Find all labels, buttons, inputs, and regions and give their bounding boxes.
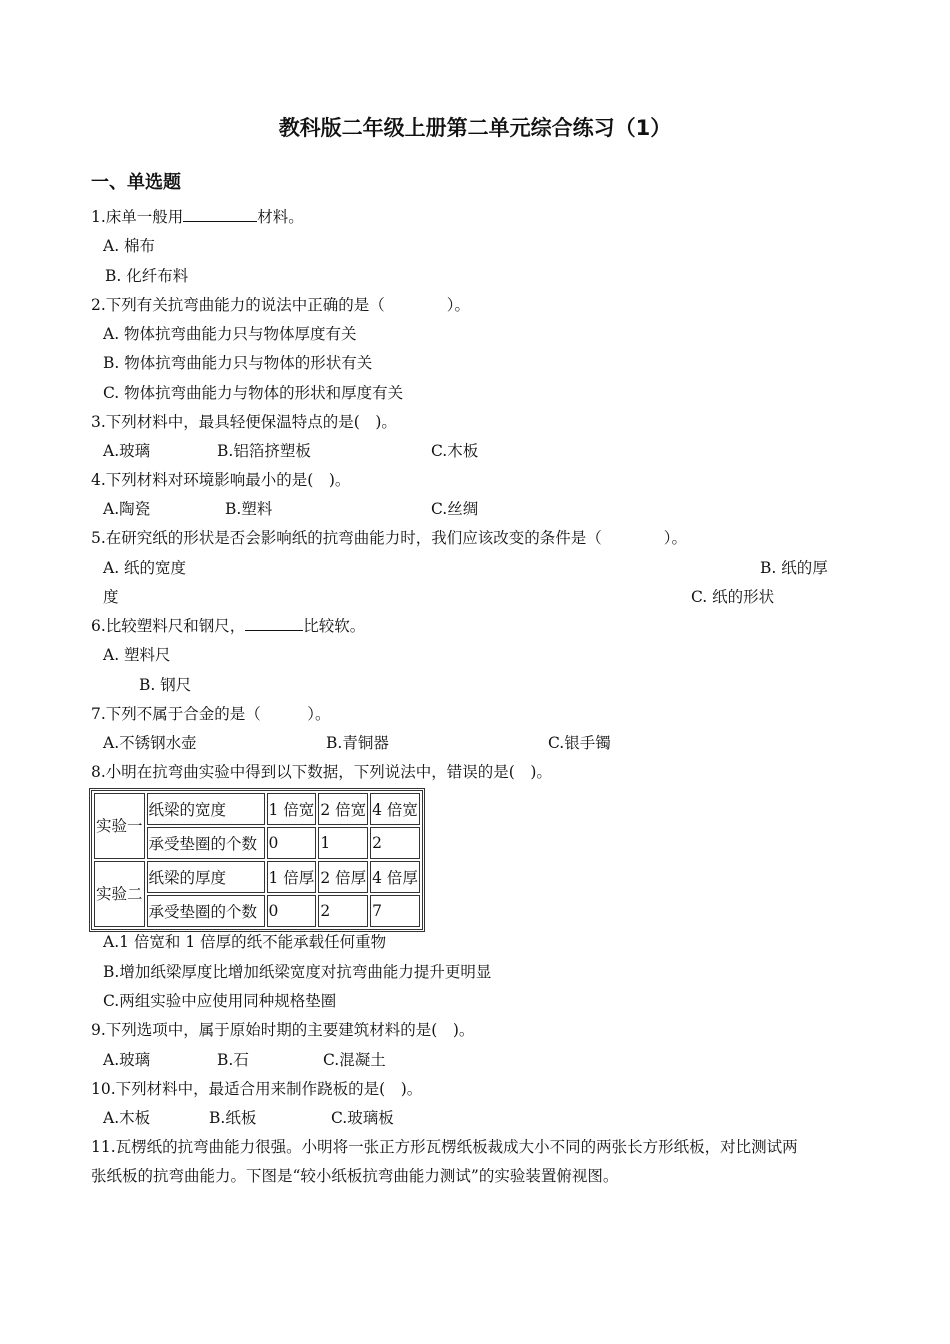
answer-blank bbox=[245, 616, 303, 631]
question-3-option-b: B.铝箔挤塑板 bbox=[217, 442, 311, 460]
question-5-option-b-wrap: 度 bbox=[103, 588, 119, 606]
question-1-option-a: A. 棉布 bbox=[103, 237, 156, 255]
question-8-stem: 8.小明在抗弯曲实验中得到以下数据，下列说法中，错误的是( )。 bbox=[91, 763, 552, 781]
question-5-option-b: B. 纸的厚 bbox=[760, 559, 828, 577]
table-cell: 2 倍宽 bbox=[318, 793, 368, 825]
question-6-stem-start: 6.比较塑料尺和钢尺， bbox=[91, 617, 246, 635]
table-row-header-experiment-1: 实验一 bbox=[94, 793, 145, 859]
question-11-stem-line-2: 张纸板的抗弯曲能力。下图是“较小纸板抗弯曲能力测试”的实验装置俯视图。 bbox=[91, 1167, 619, 1185]
question-10-stem: 10.下列材料中，最适合用来制作跷板的是( )。 bbox=[91, 1080, 423, 1098]
table-cell: 2 bbox=[370, 827, 420, 859]
answer-blank bbox=[183, 207, 257, 222]
section-heading: 一、单选题 bbox=[91, 172, 181, 193]
table-cell: 纸梁的厚度 bbox=[147, 861, 265, 893]
question-11-stem-line-1: 11.瓦楞纸的抗弯曲能力很强。小明将一张正方形瓦楞纸板裁成大小不同的两张长方形纸板，对比测试两 bbox=[91, 1138, 798, 1156]
question-5-stem: 5.在研究纸的形状是否会影响纸的抗弯曲能力时，我们应该改变的条件是（ ）。 bbox=[91, 529, 688, 547]
question-6-stem-end: 比较软。 bbox=[303, 617, 366, 635]
table-cell: 1 bbox=[318, 827, 368, 859]
question-7-option-b: B.青铜器 bbox=[326, 734, 389, 752]
question-1-stem-start: 1.床单一般用 bbox=[91, 208, 184, 226]
table-cell: 1 倍厚 bbox=[267, 861, 317, 893]
question-7-option-c: C.银手镯 bbox=[548, 734, 611, 752]
question-6-option-a: A. 塑料尺 bbox=[103, 646, 171, 664]
question-1-stem bbox=[91, 207, 304, 227]
table-cell: 1 倍宽 bbox=[267, 793, 317, 825]
question-10-option-c: C.玻璃板 bbox=[331, 1109, 394, 1127]
question-2-option-c: C. 物体抗弯曲能力与物体的形状和厚度有关 bbox=[103, 384, 404, 402]
question-2-option-a: A. 物体抗弯曲能力只与物体厚度有关 bbox=[103, 325, 357, 343]
question-8-option-c: C.两组实验中应使用同种规格垫圈 bbox=[103, 992, 337, 1010]
table-cell: 0 bbox=[267, 827, 317, 859]
table-cell: 承受垫圈的个数 bbox=[147, 827, 265, 859]
question-7-stem: 7.下列不属于合金的是（ ）。 bbox=[91, 705, 331, 723]
question-9-option-c: C.混凝土 bbox=[323, 1051, 386, 1069]
table-cell: 4 倍厚 bbox=[370, 861, 420, 893]
question-5-option-a: A. 纸的宽度 bbox=[103, 559, 187, 577]
question-6-stem bbox=[91, 616, 365, 636]
document-title: 教科版二年级上册第二单元综合练习（1） bbox=[278, 116, 672, 140]
question-4-option-b: B.塑料 bbox=[225, 500, 273, 518]
question-4-option-a: A.陶瓷 bbox=[103, 500, 151, 518]
question-2-stem: 2.下列有关抗弯曲能力的说法中正确的是（ ）。 bbox=[91, 296, 471, 314]
experiment-data-table bbox=[89, 788, 425, 932]
question-10-option-b: B.纸板 bbox=[209, 1109, 257, 1127]
question-8-option-a: A.1 倍宽和 1 倍厚的纸不能承载任何重物 bbox=[103, 933, 387, 951]
question-5-option-c: C. 纸的形状 bbox=[691, 588, 775, 606]
question-6-option-b: B. 钢尺 bbox=[139, 676, 192, 694]
question-3-option-c: C.木板 bbox=[431, 442, 479, 460]
table-cell: 承受垫圈的个数 bbox=[147, 895, 265, 927]
question-9-option-b: B.石 bbox=[217, 1051, 249, 1069]
question-3-option-a: A.玻璃 bbox=[103, 442, 151, 460]
table-cell: 0 bbox=[267, 895, 317, 927]
question-10-option-a: A.木板 bbox=[103, 1109, 151, 1127]
question-1-option-b: B. 化纤布料 bbox=[105, 267, 189, 285]
table-cell: 4 倍宽 bbox=[370, 793, 420, 825]
table-cell: 2 bbox=[318, 895, 368, 927]
question-4-stem: 4.下列材料对环境影响最小的是( )。 bbox=[91, 471, 351, 489]
table-cell: 2 倍厚 bbox=[318, 861, 368, 893]
table-cell: 纸梁的宽度 bbox=[147, 793, 265, 825]
table-cell: 7 bbox=[370, 895, 420, 927]
question-9-option-a: A.玻璃 bbox=[103, 1051, 151, 1069]
question-2-option-b: B. 物体抗弯曲能力只与物体的形状有关 bbox=[103, 354, 373, 372]
question-1-stem-end: 材料。 bbox=[257, 208, 304, 226]
question-7-option-a: A.不锈钢水壶 bbox=[103, 734, 197, 752]
question-9-stem: 9.下列选项中，属于原始时期的主要建筑材料的是( )。 bbox=[91, 1021, 475, 1039]
question-3-stem: 3.下列材料中，最具轻便保温特点的是( )。 bbox=[91, 413, 397, 431]
table-row-header-experiment-2: 实验二 bbox=[94, 861, 145, 927]
question-4-option-c: C.丝绸 bbox=[431, 500, 479, 518]
question-8-option-b: B.增加纸梁厚度比增加纸梁宽度对抗弯曲能力提升更明显 bbox=[103, 963, 492, 981]
